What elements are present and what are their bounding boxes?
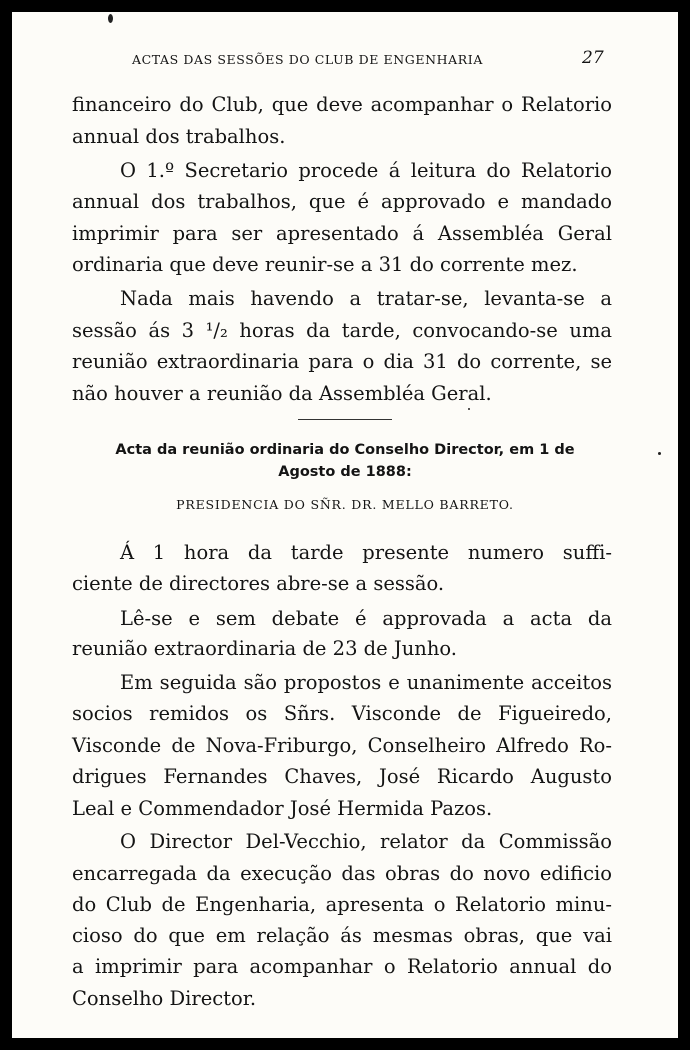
ink-speck <box>658 452 661 455</box>
page-number: 27 <box>582 48 604 68</box>
text-line: cioso do que em relação ás mesmas obras, que vai <box>72 924 612 947</box>
text-line: não houver a reunião da Assembléa Geral. <box>72 382 492 405</box>
text-line: drigues Fernandes Chaves, José Ricardo Augusto <box>72 765 612 788</box>
text-line: encarregada da execução das obras do novo edificio <box>72 862 612 885</box>
text-line: O 1.º Secretario procede á leitura do Relatorio <box>120 159 612 182</box>
text-line: annual dos trabalhos. <box>72 125 286 148</box>
text-line: ordinaria que deve reunir-se a 31 do corrente mez. <box>72 253 578 276</box>
text-line: imprimir para ser apresentado á Assembléa Geral <box>72 222 612 245</box>
text-line: Conselho Director. <box>72 987 257 1010</box>
text-line: Em seguida são propostos e unanimente acceitos <box>120 671 612 694</box>
text-line: Leal e Commendador José Hermida Pazos. <box>72 797 493 820</box>
text-line: reunião extraordinaria de 23 de Junho. <box>72 637 457 660</box>
ink-speck <box>468 408 470 410</box>
text-line: Lê-se e sem debate é approvada a acta da <box>120 607 612 630</box>
text-line: financeiro do Club, que deve acompanhar o Relatorio <box>72 93 612 116</box>
text-line: annual dos trabalhos, que é approvado e mandado <box>72 190 612 213</box>
text-line: ciente de directores abre-se a sessão. <box>72 572 445 595</box>
presidency-line: PRESIDENCIA DO SÑR. DR. MELLO BARRETO. <box>176 497 514 512</box>
minutes-title-date: Agosto de 1888: <box>278 464 412 480</box>
page-header <box>12 48 678 74</box>
text-line: Á 1 hora da tarde presente numero suffi- <box>120 541 612 564</box>
minutes-title: Acta da reunião ordinaria do Conselho Director, em 1 de <box>115 442 575 458</box>
running-title: ACTAS DAS SESSÕES DO CLUB DE ENGENHARIA <box>132 52 483 67</box>
book-page <box>12 12 678 1038</box>
text-line: reunião extraordinaria para o dia 31 do corrente, se <box>72 350 612 373</box>
section-divider <box>298 419 392 420</box>
text-line: socios remidos os Sñrs. Visconde de Figueiredo, <box>72 702 612 725</box>
ink-spot <box>108 14 113 23</box>
text-line: O Director Del-Vecchio, relator da Commissão <box>120 830 612 853</box>
text-line: Nada mais havendo a tratar-se, levanta-se a <box>120 287 612 310</box>
text-line: do Club de Engenharia, apresenta o Relatorio minu- <box>72 893 612 916</box>
text-line: sessão ás 3 ¹/₂ horas da tarde, convocando-se uma <box>72 319 612 342</box>
text-line: a imprimir para acompanhar o Relatorio annual do <box>72 955 612 978</box>
text-line: Visconde de Nova-Friburgo, Conselheiro Alfredo Ro- <box>72 734 612 757</box>
